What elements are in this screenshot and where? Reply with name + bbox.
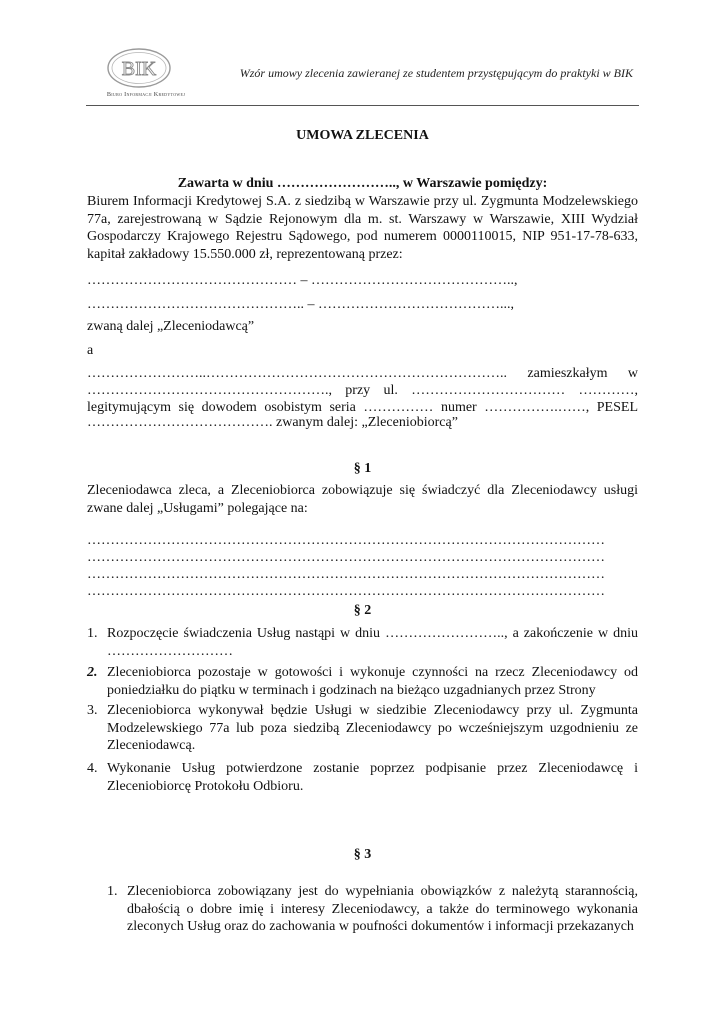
section-1-text: Zleceniodawca zleca, a Zleceniobiorca zobowiązuje się świadczyć dla Zleceniodawcy usługi zwane dalej „Usługami” polegające na: (87, 483, 638, 516)
dotted-line: ………………………………………………………………………………………………… (87, 533, 605, 548)
section-3-item-1 (107, 883, 638, 936)
section-2-heading: § 2 (353, 603, 372, 618)
bik-logo (106, 47, 172, 89)
item-number: 3. (87, 703, 98, 718)
party1-description: Biurem Informacji Kredytowej S.A. z siedzibą w Warszawie przy ul. Zygmunta Modzelewskiego 77a, zarejestrowaną w Sądzie Rejonowym dla m. st. Warszawy w Warszawie, XIII Wydział Gospodarczy Krajowego Rejestru Sądowego, pod numerem 0000110015, NIP 951-17-78-633, kapitał zakładowy 15.550.000 zł, reprezentowaną przez: (87, 194, 638, 262)
concluded-line: Zawarta w dniu …………………….., w Warszawie pomiędzy: (177, 176, 548, 191)
representative-line-2: ……………………………………….. – …………………………………..., (87, 297, 514, 312)
header-divider (86, 105, 639, 106)
section-2-item-3 (87, 702, 638, 755)
item-number: 2. (87, 665, 98, 680)
party2-line-4: …………………………………. zwanym dalej: „Zleceniobiorcą” (87, 415, 458, 430)
header-note: Wzór umowy zlecenia zawieranej ze studentem przystępującym do praktyki w BIK (239, 66, 633, 80)
item-number: 1. (87, 626, 98, 641)
representative-line-1: ……………………………………… – …………………………………….., (87, 273, 518, 288)
item-text: Wykonanie Usług potwierdzone zostanie poprzez podpisanie przez Zleceniodawcę i Zleceniobiorcę Protokołu Odbioru. (107, 761, 638, 794)
svg-text:BIK: BIK (121, 58, 157, 80)
logo-caption: Biuro Informacji Kredytowej (106, 91, 186, 98)
item-number: 4. (87, 761, 98, 776)
section-2-item-2 (87, 664, 638, 699)
party2-line-3: legitymującym się dowodem osobistym seria …………… numer …………….……, PESEL (87, 400, 638, 415)
party2-line-2: ……………………………………………., przy ul. …………………………… …………, (87, 383, 638, 398)
and-conjunction: a (87, 343, 94, 358)
item-text: Zleceniobiorca wykonywał będzie Usługi w siedzibie Zleceniodawcy przy ul. Zygmunta Modzelewskiego 77a lub poza siedzibą Zleceniodawcy po wcześniejszym uzgodnieniu ze Zleceniodawcą. (107, 703, 638, 753)
item-text: Zleceniobiorca pozostaje w gotowości i wykonuje czynności na rzecz Zleceniodawcy od poniedziałku do piątku w terminach i godzinach na bieżąco uzgadnianych przez Strony (107, 665, 638, 698)
party2-line-1: ……………………..……………………………………………………….. zamieszkałym w (87, 366, 638, 381)
dotted-line: ………………………………………………………………………………………………… (87, 584, 605, 599)
dotted-line: ………………………………………………………………………………………………… (87, 550, 605, 565)
item-number: 1. (107, 884, 118, 899)
dotted-line: ………………………………………………………………………………………………… (87, 567, 605, 582)
section-2-item-1 (87, 625, 638, 660)
section-2-item-4 (87, 760, 638, 795)
document-title: UMOWA ZLECENIA (296, 128, 429, 143)
client-label: zwaną dalej „Zleceniodawcą” (87, 319, 255, 334)
section-1-heading: § 1 (353, 461, 372, 476)
item-text: Zleceniobiorca zobowiązany jest do wypełniania obowiązków z należytą starannością, dbałością o dobre imię i interesy Zleceniodawcy, a także do terminowego wykonania zleconych Usług oraz do zachowania w poufności dokumentów i informacji przekazanych (127, 884, 638, 934)
section-3-heading: § 3 (353, 847, 372, 862)
item-text: Rozpoczęcie świadczenia Usług nastąpi w dniu …………………….., a zakończenie w dniu ……………………… (107, 626, 638, 659)
